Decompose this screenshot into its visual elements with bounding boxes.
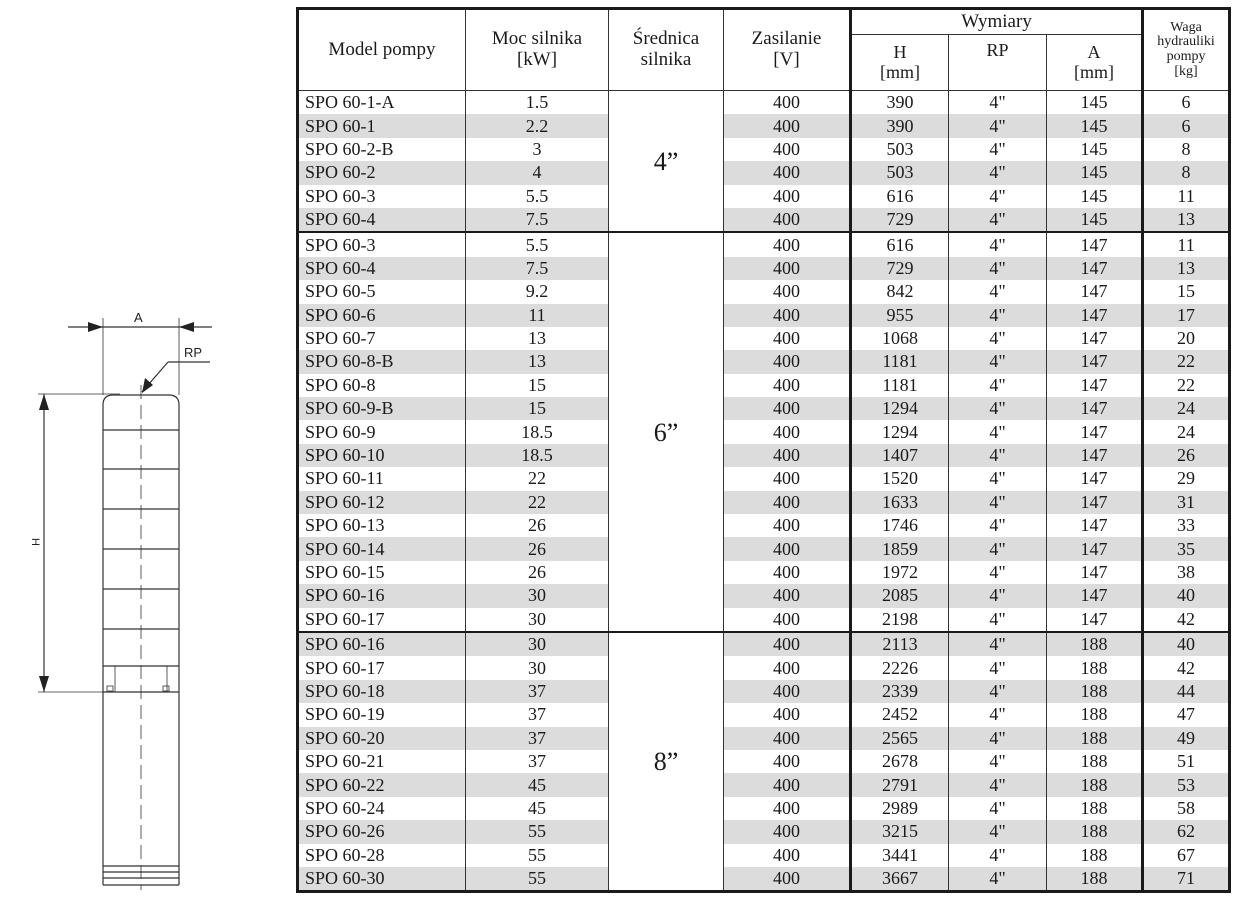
cell-h: 1633 [851,491,949,514]
cell-power: 45 [466,773,609,796]
cell-supply: 400 [724,304,851,327]
cell-weight: 6 [1143,91,1230,115]
cell-weight: 62 [1143,820,1230,843]
cell-power: 15 [466,397,609,420]
cell-a: 147 [1047,280,1143,303]
cell-rp: 4" [949,444,1047,467]
cell-h: 1407 [851,444,949,467]
cell-weight: 8 [1143,138,1230,161]
label-a: A [134,310,143,325]
cell-supply: 400 [724,537,851,560]
cell-a: 147 [1047,444,1143,467]
cell-rp: 4" [949,232,1047,256]
cell-rp: 4" [949,304,1047,327]
table-row [298,161,1230,184]
cell-supply: 400 [724,280,851,303]
cell-supply: 400 [724,632,851,656]
cell-rp: 4" [949,820,1047,843]
cell-power: 13 [466,350,609,373]
cell-weight: 11 [1143,185,1230,208]
cell-rp: 4" [949,750,1047,773]
cell-power: 2.2 [466,114,609,137]
cell-rp: 4" [949,727,1047,750]
cell-power: 37 [466,750,609,773]
cell-model: SPO 60-11 [298,467,466,490]
table-row [298,91,1230,115]
table-row [298,257,1230,280]
header-model: Model pompy [298,9,466,91]
cell-rp: 4" [949,703,1047,726]
cell-rp: 4" [949,350,1047,373]
cell-motor-diameter: 8” [609,632,724,892]
arrow-h-top-icon [39,394,49,410]
cell-weight: 11 [1143,232,1230,256]
cell-supply: 400 [724,420,851,443]
cell-a: 188 [1047,844,1143,867]
table-row [298,327,1230,350]
cell-model: SPO 60-18 [298,680,466,703]
cell-rp: 4" [949,773,1047,796]
cell-a: 188 [1047,632,1143,656]
table-row [298,561,1230,584]
cell-a: 147 [1047,304,1143,327]
cell-model: SPO 60-8-B [298,350,466,373]
cell-weight: 53 [1143,773,1230,796]
cell-power: 15 [466,374,609,397]
cell-power: 37 [466,703,609,726]
cell-h: 1294 [851,397,949,420]
cell-h: 2198 [851,608,949,632]
cell-model: SPO 60-20 [298,727,466,750]
cell-power: 7.5 [466,208,609,232]
cell-weight: 22 [1143,374,1230,397]
cell-supply: 400 [724,656,851,679]
cell-weight: 13 [1143,208,1230,232]
cell-weight: 8 [1143,161,1230,184]
cell-power: 11 [466,304,609,327]
cell-a: 147 [1047,232,1143,256]
cell-weight: 17 [1143,304,1230,327]
cell-h: 503 [851,138,949,161]
cell-model: SPO 60-5 [298,280,466,303]
arrow-h-bottom-icon [39,676,49,692]
cell-weight: 49 [1143,727,1230,750]
cell-supply: 400 [724,327,851,350]
cell-supply: 400 [724,844,851,867]
pump-spec-table [296,7,1231,893]
cell-rp: 4" [949,844,1047,867]
cell-a: 147 [1047,397,1143,420]
header-a: A [mm] [1047,35,1143,91]
table-row [298,632,1230,656]
table-row [298,374,1230,397]
cell-supply: 400 [724,773,851,796]
cell-h: 2791 [851,773,949,796]
cell-supply: 400 [724,185,851,208]
cell-supply: 400 [724,703,851,726]
cell-h: 1746 [851,514,949,537]
cell-power: 1.5 [466,91,609,115]
table-row [298,608,1230,632]
cell-power: 30 [466,632,609,656]
cell-h: 616 [851,185,949,208]
header-rp: RP [949,35,1047,91]
cell-weight: 38 [1143,561,1230,584]
table-row [298,420,1230,443]
cell-a: 145 [1047,91,1143,115]
cell-supply: 400 [724,727,851,750]
table-row [298,350,1230,373]
cell-a: 145 [1047,114,1143,137]
cell-h: 842 [851,280,949,303]
cell-weight: 42 [1143,656,1230,679]
header-weight: Waga hydrauliki pompy [kg] [1143,9,1230,91]
cell-rp: 4" [949,91,1047,115]
cell-supply: 400 [724,561,851,584]
cell-rp: 4" [949,185,1047,208]
cell-power: 18.5 [466,444,609,467]
cell-supply: 400 [724,608,851,632]
cell-motor-diameter: 4” [609,91,724,233]
table-row [298,820,1230,843]
cell-model: SPO 60-8 [298,374,466,397]
cell-weight: 29 [1143,467,1230,490]
cell-model: SPO 60-9-B [298,397,466,420]
table-row [298,491,1230,514]
cell-a: 188 [1047,727,1143,750]
cell-a: 147 [1047,374,1143,397]
cell-supply: 400 [724,397,851,420]
cell-model: SPO 60-1-A [298,91,466,115]
cell-rp: 4" [949,114,1047,137]
cell-supply: 400 [724,867,851,892]
cell-weight: 44 [1143,680,1230,703]
cell-model: SPO 60-17 [298,656,466,679]
cell-weight: 51 [1143,750,1230,773]
cell-model: SPO 60-2 [298,161,466,184]
cell-h: 2113 [851,632,949,656]
cell-rp: 4" [949,257,1047,280]
cell-supply: 400 [724,161,851,184]
cell-model: SPO 60-30 [298,867,466,892]
cell-h: 2085 [851,584,949,607]
cell-model: SPO 60-17 [298,608,466,632]
cell-a: 147 [1047,491,1143,514]
cell-power: 30 [466,656,609,679]
cell-model: SPO 60-6 [298,304,466,327]
cell-h: 3441 [851,844,949,867]
cell-weight: 20 [1143,327,1230,350]
cell-rp: 4" [949,491,1047,514]
cell-model: SPO 60-21 [298,750,466,773]
cell-weight: 58 [1143,797,1230,820]
header-diameter: Średnica silnika [609,9,724,91]
cell-power: 9.2 [466,280,609,303]
cell-model: SPO 60-10 [298,444,466,467]
cell-weight: 13 [1143,257,1230,280]
cell-weight: 24 [1143,420,1230,443]
table-row [298,680,1230,703]
cell-a: 147 [1047,327,1143,350]
cell-a: 147 [1047,257,1143,280]
cell-power: 26 [466,561,609,584]
cell-model: SPO 60-13 [298,514,466,537]
cell-weight: 24 [1143,397,1230,420]
header-dimensions: Wymiary [851,9,1143,35]
cell-weight: 33 [1143,514,1230,537]
cell-weight: 67 [1143,844,1230,867]
cell-h: 503 [851,161,949,184]
cell-weight: 47 [1143,703,1230,726]
label-rp: RP [184,345,203,360]
cell-power: 22 [466,467,609,490]
cell-rp: 4" [949,608,1047,632]
cell-h: 1520 [851,467,949,490]
cell-model: SPO 60-1 [298,114,466,137]
cell-a: 147 [1047,561,1143,584]
cell-power: 5.5 [466,232,609,256]
cell-supply: 400 [724,208,851,232]
cell-model: SPO 60-3 [298,232,466,256]
cell-power: 22 [466,491,609,514]
table-row [298,138,1230,161]
cell-supply: 400 [724,257,851,280]
header-supply: Zasilanie [V] [724,9,851,91]
arrow-rp-icon [142,378,153,393]
cell-a: 188 [1047,680,1143,703]
cell-h: 729 [851,208,949,232]
cell-a: 147 [1047,537,1143,560]
cell-a: 188 [1047,656,1143,679]
table-row [298,185,1230,208]
table-row [298,537,1230,560]
cell-power: 45 [466,797,609,820]
cell-weight: 71 [1143,867,1230,892]
cell-rp: 4" [949,867,1047,892]
cell-a: 188 [1047,773,1143,796]
cell-h: 1068 [851,327,949,350]
cell-power: 30 [466,608,609,632]
cell-supply: 400 [724,444,851,467]
table-row [298,208,1230,232]
cell-rp: 4" [949,138,1047,161]
table-row [298,232,1230,256]
cell-power: 4 [466,161,609,184]
cell-model: SPO 60-19 [298,703,466,726]
cell-model: SPO 60-3 [298,185,466,208]
table-row [298,844,1230,867]
cell-rp: 4" [949,420,1047,443]
header-power: Moc silnika [kW] [466,9,609,91]
cell-rp: 4" [949,467,1047,490]
cell-rp: 4" [949,584,1047,607]
cell-h: 3667 [851,867,949,892]
cell-supply: 400 [724,467,851,490]
cell-model: SPO 60-16 [298,584,466,607]
table-row [298,397,1230,420]
cell-rp: 4" [949,327,1047,350]
cell-a: 188 [1047,867,1143,892]
cell-weight: 26 [1143,444,1230,467]
cell-supply: 400 [724,584,851,607]
cell-rp: 4" [949,632,1047,656]
table-row [298,656,1230,679]
cell-h: 1859 [851,537,949,560]
cell-h: 2339 [851,680,949,703]
cell-rp: 4" [949,280,1047,303]
cell-model: SPO 60-4 [298,257,466,280]
cell-weight: 40 [1143,632,1230,656]
cell-model: SPO 60-2-B [298,138,466,161]
cell-rp: 4" [949,397,1047,420]
arrow-a-left-icon [88,322,103,332]
cell-weight: 6 [1143,114,1230,137]
cell-supply: 400 [724,138,851,161]
cell-supply: 400 [724,750,851,773]
cell-power: 26 [466,537,609,560]
cell-h: 729 [851,257,949,280]
cell-a: 147 [1047,420,1143,443]
cell-power: 26 [466,514,609,537]
cell-weight: 42 [1143,608,1230,632]
table-row [298,773,1230,796]
cell-model: SPO 60-14 [298,537,466,560]
cell-a: 147 [1047,608,1143,632]
label-h: H [29,538,41,546]
table-row [298,867,1230,892]
cell-model: SPO 60-9 [298,420,466,443]
cell-power: 37 [466,727,609,750]
cell-h: 2226 [851,656,949,679]
cell-rp: 4" [949,656,1047,679]
cell-h: 1294 [851,420,949,443]
cell-power: 37 [466,680,609,703]
table-row [298,467,1230,490]
cell-weight: 31 [1143,491,1230,514]
cell-rp: 4" [949,561,1047,584]
cell-supply: 400 [724,232,851,256]
cell-power: 7.5 [466,257,609,280]
cell-power: 55 [466,867,609,892]
cell-a: 188 [1047,797,1143,820]
cell-supply: 400 [724,680,851,703]
cell-model: SPO 60-12 [298,491,466,514]
cell-supply: 400 [724,797,851,820]
cell-model: SPO 60-4 [298,208,466,232]
cell-a: 145 [1047,138,1143,161]
cell-supply: 400 [724,514,851,537]
cell-rp: 4" [949,797,1047,820]
cell-supply: 400 [724,91,851,115]
table-row [298,444,1230,467]
cell-power: 3 [466,138,609,161]
cell-rp: 4" [949,374,1047,397]
pump-dimension-drawing [0,0,290,900]
cell-weight: 40 [1143,584,1230,607]
cell-h: 3215 [851,820,949,843]
cell-h: 390 [851,91,949,115]
table-row [298,304,1230,327]
cell-h: 2565 [851,727,949,750]
cell-power: 55 [466,820,609,843]
cell-supply: 400 [724,350,851,373]
cell-a: 188 [1047,703,1143,726]
cell-h: 2678 [851,750,949,773]
cell-weight: 35 [1143,537,1230,560]
cell-a: 145 [1047,208,1143,232]
cell-a: 188 [1047,820,1143,843]
cell-h: 2452 [851,703,949,726]
cell-model: SPO 60-7 [298,327,466,350]
table-row [298,703,1230,726]
table-row [298,280,1230,303]
cell-rp: 4" [949,514,1047,537]
cell-power: 55 [466,844,609,867]
cell-model: SPO 60-26 [298,820,466,843]
cell-model: SPO 60-15 [298,561,466,584]
cell-a: 147 [1047,350,1143,373]
cell-h: 955 [851,304,949,327]
cell-power: 30 [466,584,609,607]
spec-table-body [298,91,1230,892]
table-row [298,514,1230,537]
table-row [298,750,1230,773]
arrow-a-right-icon [179,322,194,332]
cell-supply: 400 [724,820,851,843]
cell-a: 145 [1047,185,1143,208]
table-row [298,727,1230,750]
cell-h: 1972 [851,561,949,584]
cell-h: 616 [851,232,949,256]
cell-a: 147 [1047,514,1143,537]
cell-h: 1181 [851,374,949,397]
table-row [298,797,1230,820]
cell-weight: 22 [1143,350,1230,373]
cell-power: 18.5 [466,420,609,443]
cell-power: 13 [466,327,609,350]
cell-rp: 4" [949,208,1047,232]
cell-model: SPO 60-16 [298,632,466,656]
cell-supply: 400 [724,491,851,514]
cell-rp: 4" [949,161,1047,184]
cell-h: 2989 [851,797,949,820]
cell-model: SPO 60-28 [298,844,466,867]
cell-a: 145 [1047,161,1143,184]
cell-model: SPO 60-24 [298,797,466,820]
cell-h: 1181 [851,350,949,373]
cell-h: 390 [851,114,949,137]
header-h: H [mm] [851,35,949,91]
table-row [298,114,1230,137]
cell-rp: 4" [949,537,1047,560]
cell-rp: 4" [949,680,1047,703]
cell-power: 5.5 [466,185,609,208]
cell-model: SPO 60-22 [298,773,466,796]
cell-a: 188 [1047,750,1143,773]
cell-motor-diameter: 6” [609,232,724,632]
cell-a: 147 [1047,467,1143,490]
cell-a: 147 [1047,584,1143,607]
cell-supply: 400 [724,114,851,137]
cell-weight: 15 [1143,280,1230,303]
table-row [298,584,1230,607]
cell-supply: 400 [724,374,851,397]
